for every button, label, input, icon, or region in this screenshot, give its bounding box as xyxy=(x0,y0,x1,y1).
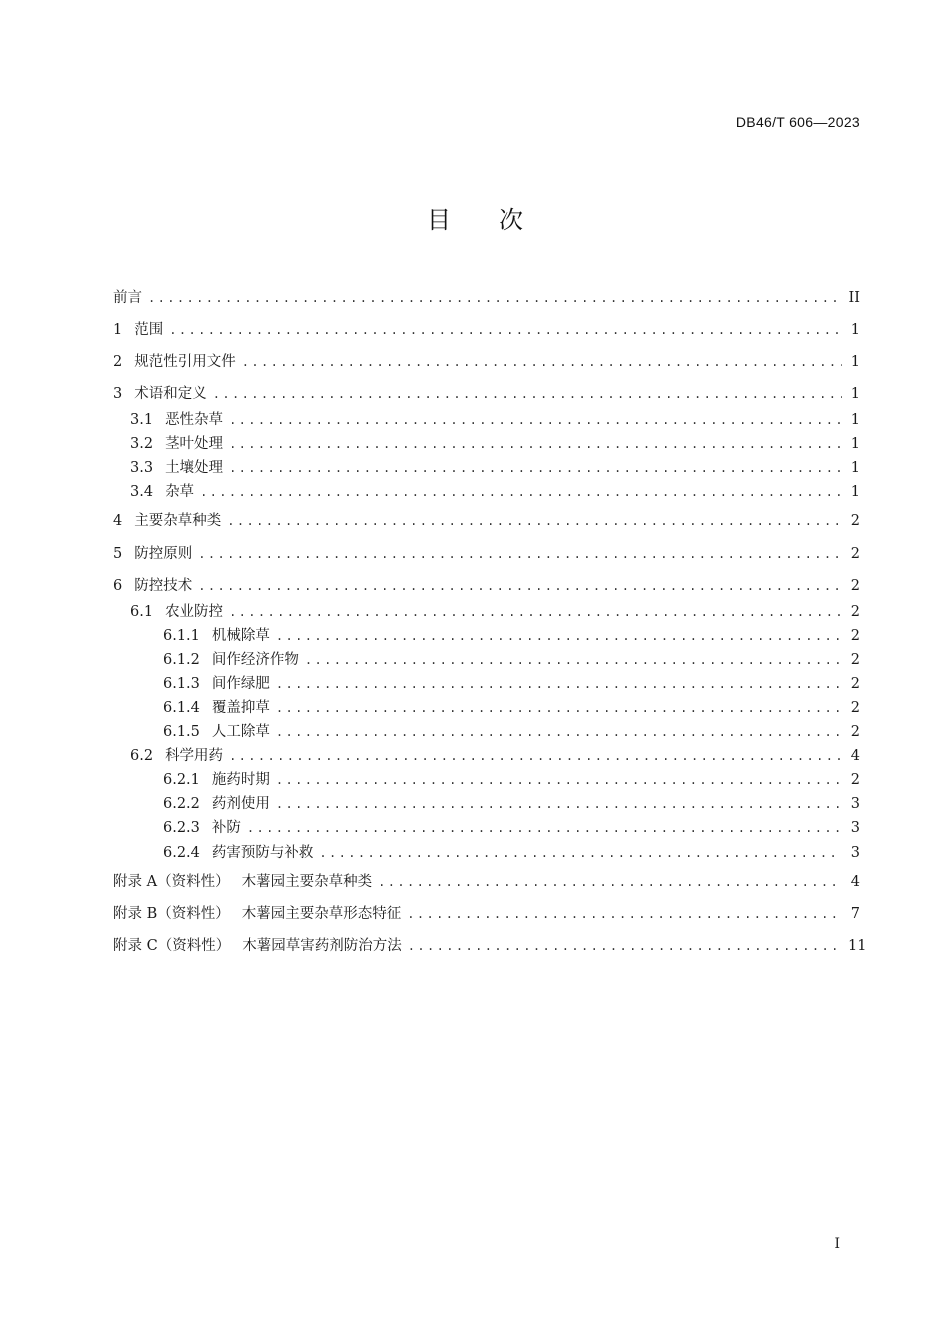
toc-entry-title: 间作经济作物 xyxy=(211,652,299,668)
toc-entry-number: 6.2.3 xyxy=(163,820,200,836)
toc-entry[interactable] xyxy=(163,818,860,838)
toc-entry-number: 3.2 xyxy=(130,436,154,452)
toc-entry[interactable] xyxy=(113,352,860,372)
toc-entry[interactable] xyxy=(163,698,860,718)
toc-entry-title: 药害预防与补救 xyxy=(211,845,314,861)
toc-entry-number: 6 xyxy=(113,578,123,594)
toc-entry-title: 规范性引用文件 xyxy=(134,354,236,370)
toc-leader-dots xyxy=(229,410,842,430)
toc-entry-number: 1 xyxy=(113,322,123,338)
toc-entry-page: 2 xyxy=(850,652,860,668)
toc-leader-dots xyxy=(227,511,842,531)
toc-entry-page: 2 xyxy=(850,578,860,594)
toc-entry[interactable] xyxy=(130,410,860,430)
toc-entry[interactable] xyxy=(130,746,860,766)
toc-entry-page: 3 xyxy=(850,796,860,812)
toc-entry-page: 2 xyxy=(850,700,860,716)
toc-entry-page: 7 xyxy=(850,906,860,922)
toc-entry-title: 机械除草 xyxy=(211,628,270,644)
toc-entry-page: 2 xyxy=(850,676,860,692)
toc-entry-page: 2 xyxy=(850,772,860,788)
toc-leader-dots xyxy=(319,843,842,863)
toc-entry[interactable] xyxy=(130,602,860,622)
toc-entry-page: 1 xyxy=(850,436,860,452)
toc-entry-page: 1 xyxy=(850,484,860,500)
toc-entry-page: 2 xyxy=(850,546,860,562)
toc-entry-number: 4 xyxy=(113,513,123,529)
toc-leader-dots xyxy=(305,650,842,670)
toc-leader-dots xyxy=(276,794,842,814)
toc-entry-number: 6.2.4 xyxy=(163,845,200,861)
toc-leader-dots xyxy=(242,352,842,372)
toc-entry-title: 药剂使用 xyxy=(211,796,270,812)
toc-entry-page: 2 xyxy=(850,513,860,529)
toc-leader-dots xyxy=(276,698,842,718)
toc-leader-dots xyxy=(276,770,842,790)
toc-entry-page: 3 xyxy=(850,820,860,836)
toc-entry-title: 前言 xyxy=(113,290,142,306)
toc-leader-dots xyxy=(229,746,842,766)
toc-entry-page: 2 xyxy=(850,628,860,644)
toc-entry-number: 6.1.4 xyxy=(163,700,200,716)
toc-entry-page: 1 xyxy=(850,322,860,338)
toc-entry[interactable] xyxy=(130,434,860,454)
toc-entry[interactable] xyxy=(163,722,860,742)
toc-entry[interactable] xyxy=(130,458,860,478)
toc-leader-dots xyxy=(198,544,842,564)
toc-entry-number: 6.1.5 xyxy=(163,724,200,740)
toc-entry[interactable] xyxy=(163,650,860,670)
toc-entry-page: 4 xyxy=(850,748,860,764)
toc-entry-title: 间作绿肥 xyxy=(211,676,270,692)
toc-entry-page: 1 xyxy=(850,386,860,402)
toc-entry[interactable] xyxy=(113,288,860,308)
toc-entry[interactable] xyxy=(130,482,860,502)
toc-leader-dots xyxy=(276,674,842,694)
toc-entry-title: 茎叶处理 xyxy=(165,436,224,452)
toc-entry[interactable] xyxy=(163,770,860,790)
toc-entry-number: 2 xyxy=(113,354,123,370)
toc-entry[interactable] xyxy=(113,936,867,956)
toc-entry-number: 6.2 xyxy=(130,748,154,764)
toc-entry-title: 科学用药 xyxy=(165,748,224,764)
toc-entry-title: 农业防控 xyxy=(165,604,224,620)
toc-entry-number: 6.2.2 xyxy=(163,796,200,812)
toc-entry-title: 木薯园主要杂草种类 xyxy=(241,874,373,890)
toc-leader-dots xyxy=(407,904,842,924)
toc-entry-title: 范围 xyxy=(134,322,164,338)
toc-entry-title: 恶性杂草 xyxy=(165,412,224,428)
toc-entry[interactable] xyxy=(113,576,860,596)
toc-entry-number: 5 xyxy=(113,546,123,562)
toc-entry[interactable] xyxy=(113,384,860,404)
toc-entry[interactable] xyxy=(113,872,860,892)
toc-leader-dots xyxy=(408,936,842,956)
toc-entry-title: 防控原则 xyxy=(134,546,193,562)
toc-entry-number: 3.1 xyxy=(130,412,154,428)
toc-entry-title: 主要杂草种类 xyxy=(134,513,222,529)
toc-leader-dots xyxy=(247,818,842,838)
toc-entry-title: 补防 xyxy=(211,820,241,836)
toc-entry-title: 杂草 xyxy=(165,484,195,500)
toc-entry-title: 土壤处理 xyxy=(165,460,224,476)
toc-entry-page: 2 xyxy=(850,604,860,620)
toc-entry[interactable] xyxy=(163,794,860,814)
toc-leader-dots xyxy=(148,288,842,308)
toc-entry-title: 施药时期 xyxy=(211,772,270,788)
toc-leader-dots xyxy=(229,458,842,478)
toc-entry-title: 木薯园草害药剂防治方法 xyxy=(242,938,402,954)
toc-leader-dots xyxy=(276,722,842,742)
toc-leader-dots xyxy=(229,434,842,454)
toc-entry-page: 11 xyxy=(848,938,867,954)
toc-entry-number: 6.1 xyxy=(130,604,154,620)
page-number: I xyxy=(834,1236,840,1252)
toc-entry[interactable] xyxy=(113,544,860,564)
toc-entry[interactable] xyxy=(163,674,860,694)
toc-entry-title: 木薯园主要杂草形态特征 xyxy=(241,906,402,922)
toc-entry[interactable] xyxy=(163,626,860,646)
toc-entry-title: 覆盖抑草 xyxy=(211,700,270,716)
toc-entry-number: 附录 B（资料性） xyxy=(113,906,230,922)
toc-entry-number: 6.1.3 xyxy=(163,676,200,692)
toc-leader-dots xyxy=(198,576,842,596)
toc-title: 目 次 xyxy=(427,206,523,234)
toc-entry-page: 4 xyxy=(850,874,860,890)
toc-entry-number: 3 xyxy=(113,386,123,402)
toc-entry-number: 3.3 xyxy=(130,460,154,476)
toc-entry-page: 1 xyxy=(850,460,860,476)
toc-entry-page: II xyxy=(848,290,860,306)
document-id: DB46/T 606—2023 xyxy=(735,114,860,130)
toc-entry-number: 6.2.1 xyxy=(163,772,200,788)
toc-entry-number: 附录 A（资料性） xyxy=(113,874,230,890)
toc-entry[interactable] xyxy=(163,843,860,863)
toc-leader-dots xyxy=(229,602,842,622)
toc-entry-page: 2 xyxy=(850,724,860,740)
toc-entry-number: 6.1.1 xyxy=(163,628,200,644)
toc-entry-number: 3.4 xyxy=(130,484,154,500)
toc-entry-page: 3 xyxy=(850,845,860,861)
toc-entry-title: 人工除草 xyxy=(211,724,270,740)
toc-leader-dots xyxy=(213,384,842,404)
toc-entry-number: 6.1.2 xyxy=(163,652,200,668)
toc-leader-dots xyxy=(276,626,842,646)
toc-entry[interactable] xyxy=(113,320,860,340)
toc-entry-number: 附录 C（资料性） xyxy=(113,938,231,954)
toc-entry-title: 术语和定义 xyxy=(134,386,207,402)
toc-entry[interactable] xyxy=(113,511,860,531)
toc-leader-dots xyxy=(200,482,842,502)
toc-leader-dots xyxy=(169,320,842,340)
toc-entry-page: 1 xyxy=(850,354,860,370)
toc-leader-dots xyxy=(378,872,842,892)
toc-entry-page: 1 xyxy=(850,412,860,428)
toc-entry-title: 防控技术 xyxy=(134,578,193,594)
toc-entry[interactable] xyxy=(113,904,860,924)
